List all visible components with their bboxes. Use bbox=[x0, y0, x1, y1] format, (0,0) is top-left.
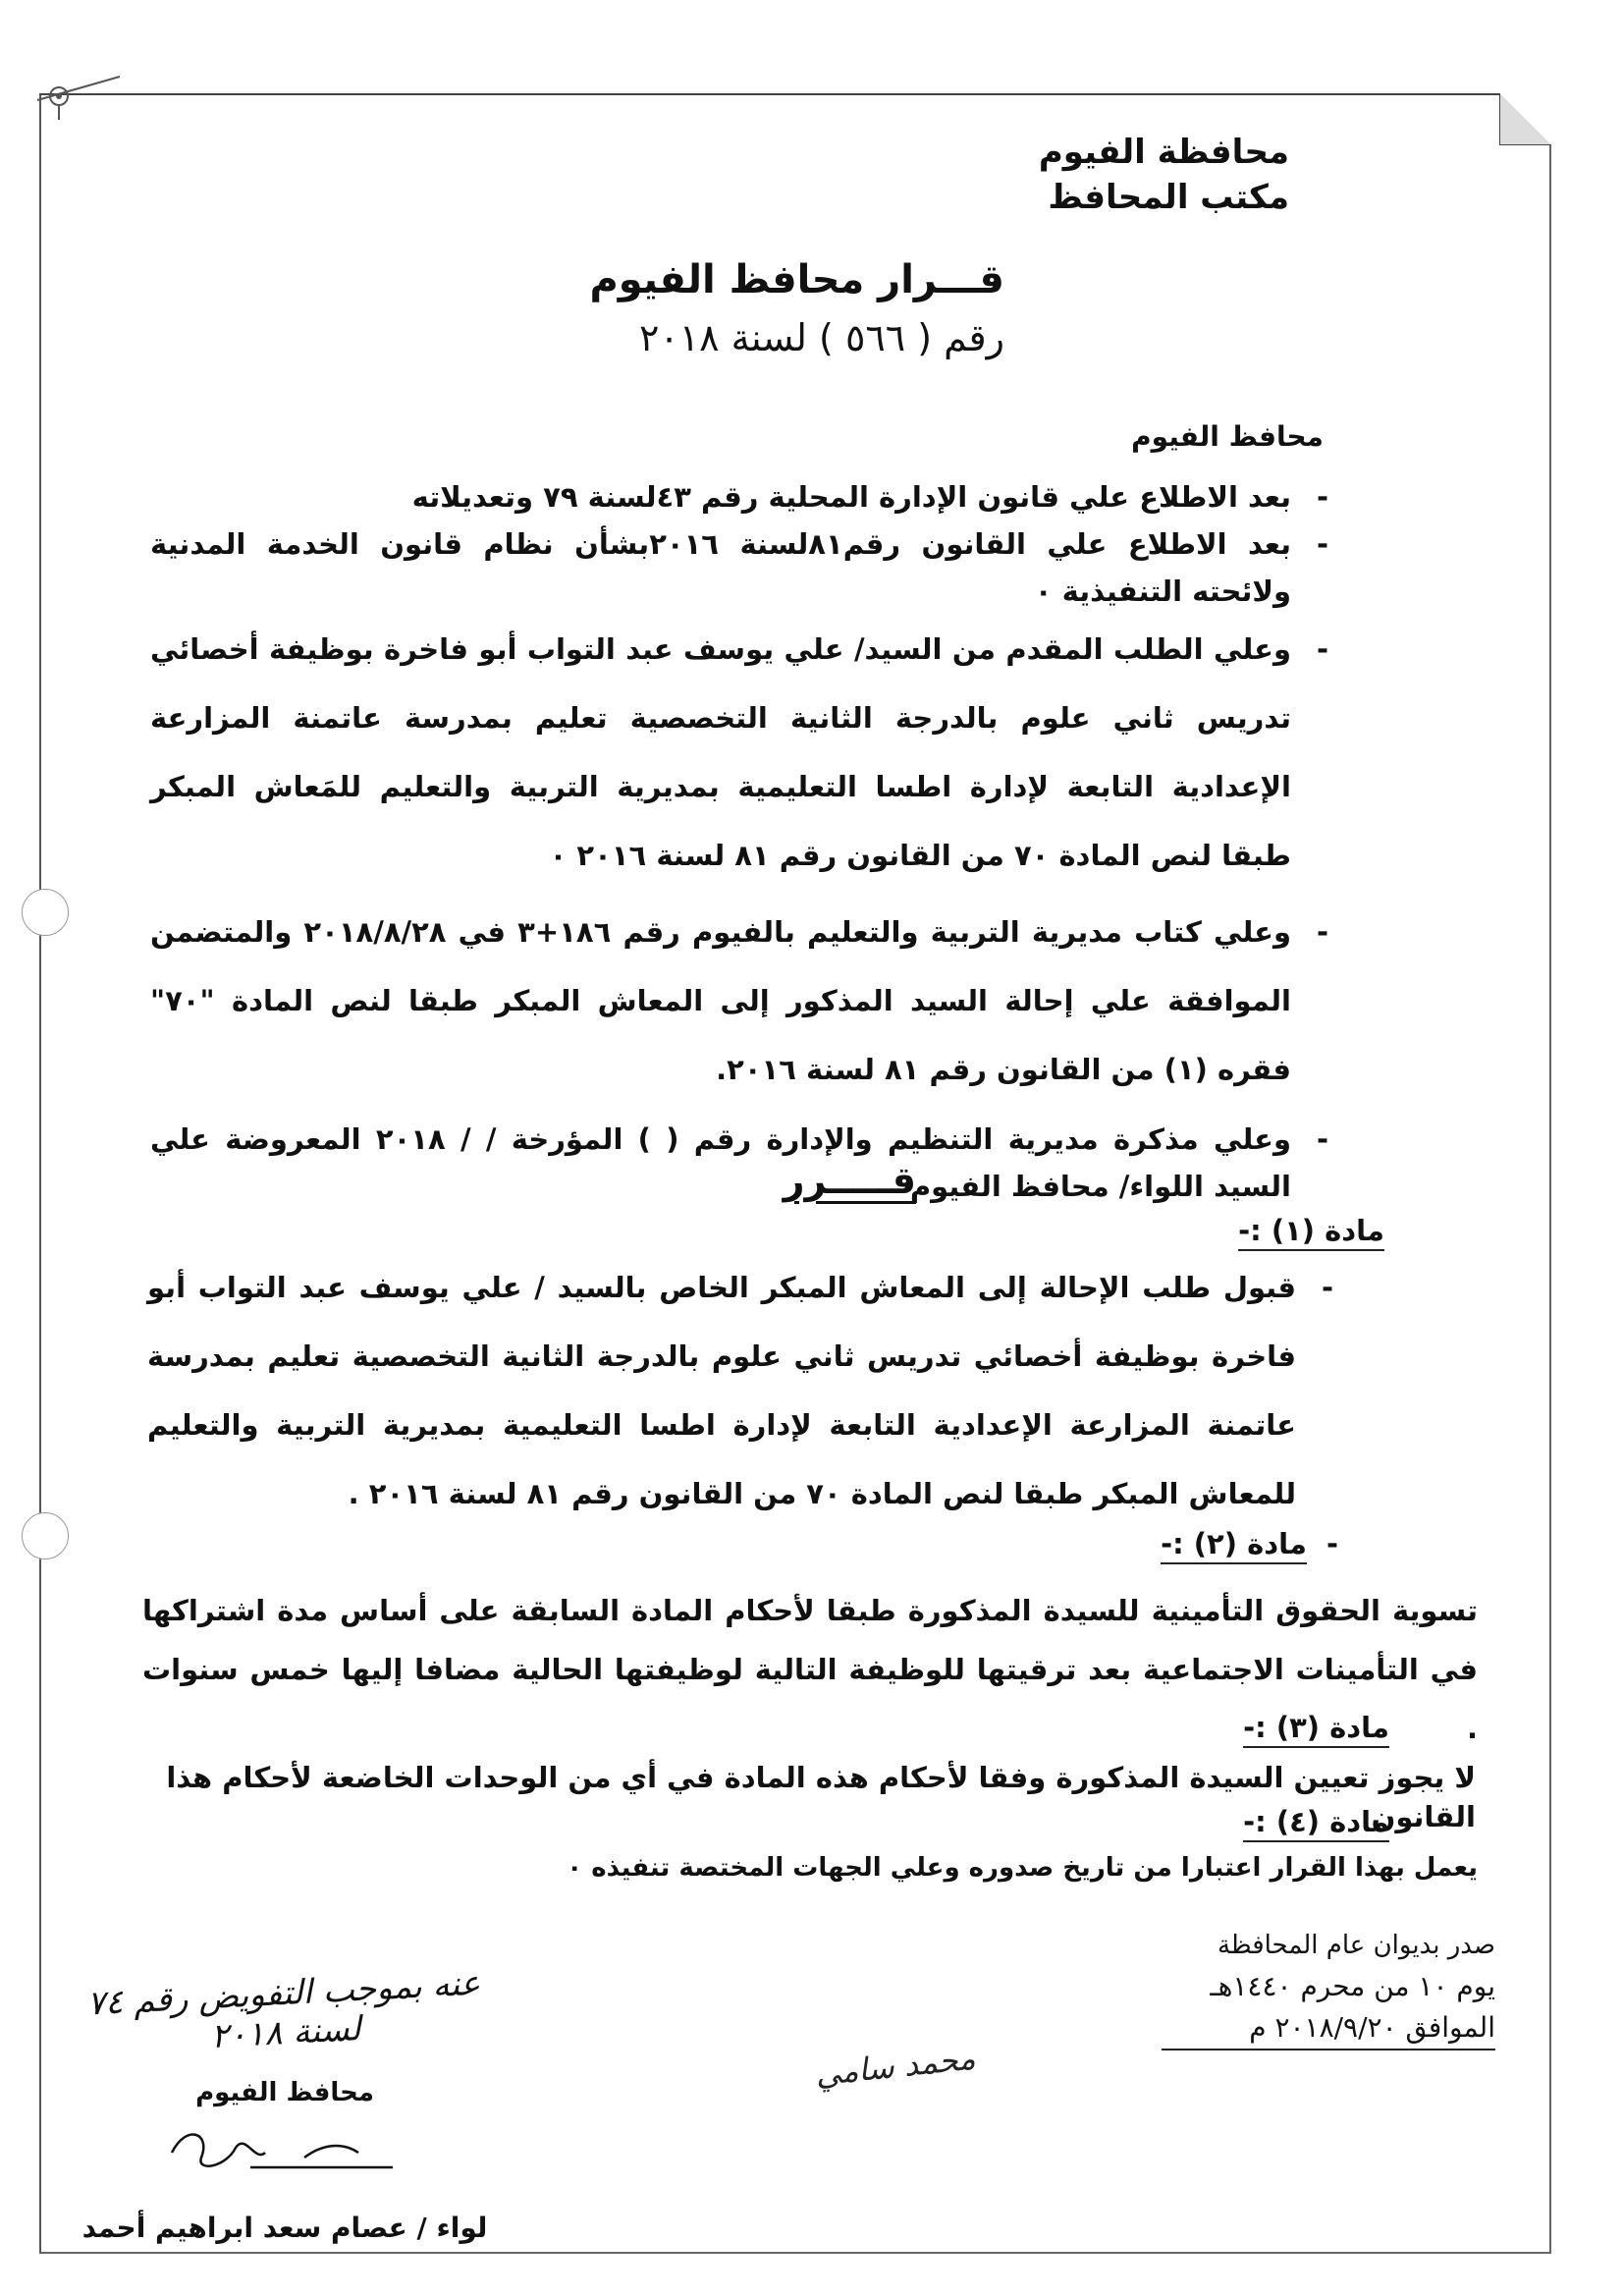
staple-icon bbox=[29, 59, 128, 137]
preamble-list bbox=[150, 473, 1328, 1210]
issue-info bbox=[1162, 1925, 1495, 2050]
governorate-name: محافظة الفيوم bbox=[1038, 133, 1289, 172]
issuer-header bbox=[1039, 130, 1289, 220]
article-2-text: تسوية الحقوق التأمينية للسيدة المذكورة طبقا لأحكام المادة السابقة على أساس مدة اشتراكها في التأمينات الاجتماعية بعد ترقيتها للوظيفة التالية لوظيفتها الحالية مضافا إليها خمس سنوات . bbox=[142, 1594, 1478, 1745]
preamble-item: - بعد الاطلاع علي القانون رقم٨١لسنة ٢٠١٦بشأن نظام قانون الخدمة المدنية ولائحته التنفيذية ٠ bbox=[150, 527, 1328, 608]
decree-title: قـــرار محافظ الفيوم bbox=[589, 257, 1004, 302]
signatory-title: محافظ الفيوم bbox=[195, 2078, 374, 2107]
folded-corner bbox=[1499, 93, 1551, 145]
issue-date-hijri: يوم ١٠ من محرم ١٤٤٠هـ bbox=[1210, 1970, 1495, 2002]
preamble-item: - وعلي الطلب المقدم من السيد/ علي يوسف عبد التواب أبو فاخرة بوظيفة أخصائي تدريس ثاني علوم بالدرجة الثانية التخصصية تعليم بمدرسة عاتمنة المزارعة الإعدادية التابعة لإدارة اطسا التعليمية بمديرية التربية والتعليم للمَعاش المبكر طبقا لنص المادة ٧٠ من القانون رقم ٨١ لسنة ٢٠١٦ ٠ bbox=[150, 632, 1328, 872]
governor-label: محافظ الفيوم bbox=[1131, 420, 1324, 453]
article-4-text: يعمل بهذا القرار اعتبارا من تاريخ صدوره وعلي الجهات المختصة تنفيذه ٠ bbox=[567, 1853, 1478, 1883]
article-1-heading: مادة (١) :- bbox=[1238, 1214, 1384, 1251]
signature-icon bbox=[157, 2113, 412, 2202]
decree-number: رقم ( ٥٦٦ ) لسنة ٢٠١٨ bbox=[638, 316, 1004, 359]
preamble-item: - وعلي كتاب مديرية التربية والتعليم بالفيوم رقم ١٨٦+٣ في ٢٠١٨/٨/٢٨ والمتضمن الموافقة علي إحالة السيد المذكور إلى المعاش المبكر طبقا لنص المادة "٧٠" فقره (١) من القانون رقم ٨١ لسنة ٢٠١٦. bbox=[150, 915, 1328, 1086]
handwritten-initials: محمد سامي bbox=[813, 2039, 978, 2094]
office-name: مكتب المحافظ bbox=[1048, 178, 1289, 217]
article-3-text: لا يجوز تعيين السيدة المذكورة وفقا لأحكام هذه المادة في أي من الوحدات الخاضعة لأحكام هذا القانون bbox=[166, 1761, 1476, 1833]
delegation-note: عنه بموجب التفويض رقم ٧٤ لسنة ٢٠١٨ bbox=[85, 1963, 482, 2056]
article-2-heading: -مادة (٢) :- bbox=[1161, 1527, 1338, 1564]
preamble-item: - بعد الاطلاع علي قانون الإدارة المحلية رقم ٤٣لسنة ٧٩ وتعديلاته bbox=[411, 480, 1328, 514]
decision-heading: قـــــرر bbox=[783, 1159, 916, 1202]
preamble-item: - وعلي مذكرة مديرية التنظيم والإدارة رقم ( ) المؤرخة / / ٢٠١٨ المعروضة علي السيد اللواء/ محافظ الفيوم bbox=[150, 1122, 1328, 1203]
signatory-name: لواء / عصام سعد ابراهيم أحمد bbox=[81, 2212, 488, 2244]
signature-block bbox=[59, 1963, 511, 2244]
issue-place: صدر بديوان عام المحافظة bbox=[1217, 1931, 1495, 1960]
article-3-heading: مادة (٣) :- bbox=[1243, 1711, 1389, 1748]
article-1-text: - قبول طلب الإحالة إلى المعاش المبكر الخاص بالسيد / علي يوسف عبد التواب أبو فاخرة بوظيفة أخصائي تدريس ثاني علوم بالدرجة الثانية التخصصية تعليم بمدرسة عاتمنة المزارعة الإعدادية التابعة لإدارة اطسا التعليمية بمديرية التربية والتعليم للمعاش المبكر طبقا لنص المادة ٧٠ من القانون رقم ٨١ لسنة ٢٠١٦ . bbox=[147, 1271, 1333, 1510]
punch-hole bbox=[22, 889, 69, 936]
issue-date-gregorian: الموافق ٢٠١٨/٩/٢٠ م bbox=[1162, 2007, 1495, 2050]
punch-hole bbox=[22, 1512, 69, 1559]
article-4-heading: مادة (٤) :- bbox=[1243, 1805, 1389, 1842]
